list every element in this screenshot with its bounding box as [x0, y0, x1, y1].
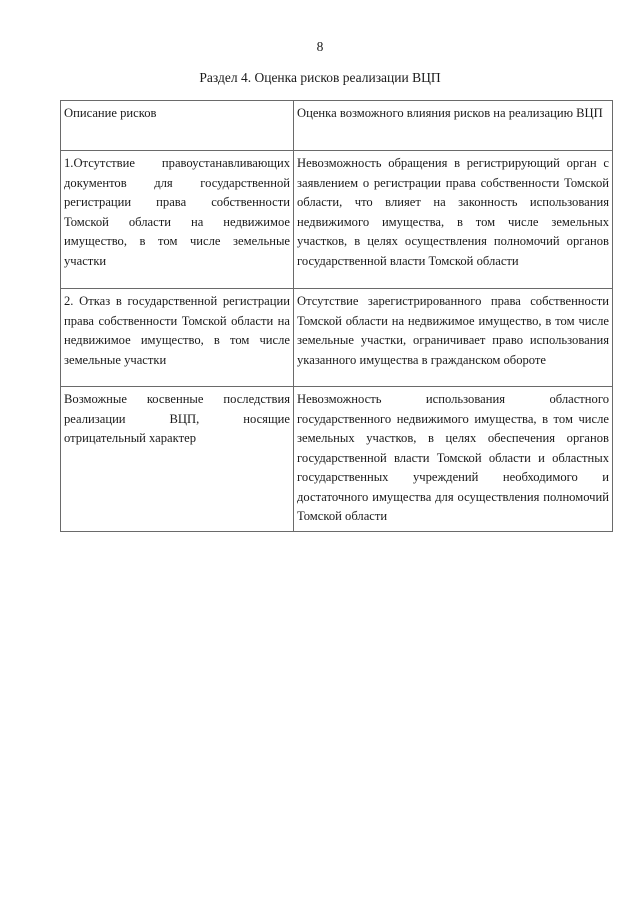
page-number: 8 [316, 39, 324, 54]
risk-description-cell: Возможные косвенные последствия реализации ВЦП, носящие отрицательный характер [61, 387, 294, 532]
risk-description-cell: 1.Отсутствие правоустанавливающих документов для государственной регистрации права собственности Томской области на недвижимое имущество, в том числе земельные участки [61, 151, 294, 289]
impact-assessment-cell: Отсутствие зарегистрированного права собственности Томской области на недвижимое имущество, в том числе земельные участки, ограничивает право использования указанного имущества в гражданском обороте [294, 289, 613, 387]
table-row [61, 151, 613, 289]
risk-description-cell: 2. Отказ в государственной регистрации права собственности Томской области на недвижимое имущество, в том числе земельные участки [61, 289, 294, 387]
section-title: Раздел 4. Оценка рисков реализации ВЦП [199, 70, 441, 85]
header-impact-assessment: Оценка возможного влияния рисков на реализацию ВЦП [294, 101, 613, 151]
header-risk-description: Описание рисков [61, 101, 294, 151]
table-header-row [61, 101, 613, 151]
impact-assessment-cell: Невозможность обращения в регистрирующий орган с заявлением о регистрации права собственности Томской области, что влияет на законность использования недвижимого имущества, в том числе земельных участков, в целях осуществления полномочий органов государственной власти Томской области [294, 151, 613, 289]
risk-assessment-table [60, 100, 613, 532]
impact-assessment-cell: Невозможность использования областного государственного недвижимого имущества, в том числе земельных участков, в целях обеспечения органов государственной власти Томской области и областных государственных учреждений необходимого и достаточного имущества для осуществления полномочий Томской области [294, 387, 613, 532]
table-row [61, 387, 613, 532]
table-row [61, 289, 613, 387]
